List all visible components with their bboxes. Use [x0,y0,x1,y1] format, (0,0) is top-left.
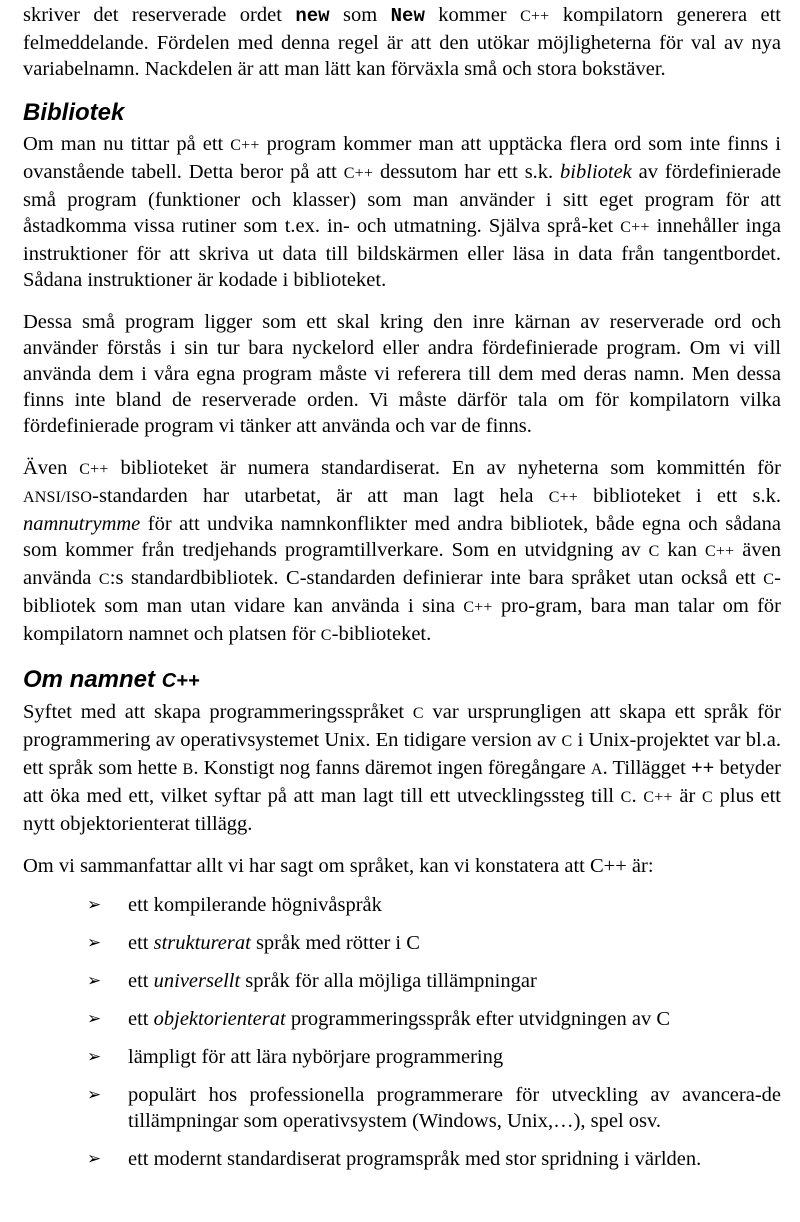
text: . Konstigt nog fanns däremot ingen föregångare [193,757,591,779]
list-item-text: ett [128,932,154,954]
cpp-term: C++ [548,489,579,506]
text: pro-gram, bara man talar om för kompilatorn namnet och platsen för [23,595,782,645]
text: -bibliotek som man utan vidare kan använda i sina [23,567,781,617]
intro-text: kompilatorn generera ett felmeddelande. Fördelen med denna regel är att den utökar möjligheterna för val av nya variabelnamn. Nackdelen är att man lätt kan förväxla små och stora bokstäver. [23,4,781,80]
text: Även [23,457,80,479]
cpp-term: C++ [620,219,650,236]
c-term: C [648,543,660,560]
bibliotek-paragraph-3 [23,455,781,649]
intro-text: skriver det reserverade ordet [23,4,296,26]
list-item [87,968,781,994]
intro-paragraph [23,2,781,82]
list-item [87,1006,781,1032]
text: . [631,785,644,807]
cpp-term: C++ [343,165,374,182]
bibliotek-paragraph-1 [23,131,781,293]
text: plus ett nytt objektorienterat tillägg. [23,785,781,835]
list-item-emphasis: objektorienterat [153,1008,286,1030]
intro-text: kommer [424,4,521,26]
arrow-bullet-icon: ➢ [87,933,102,953]
cpp-term: C++ [230,137,260,154]
list-item-emphasis: strukturerat [153,932,251,954]
text: Om man nu tittar på ett [23,133,231,155]
list-item-text: populärt hos professionella programmerare för utveckling av avancera-de tillämpningar som operativsystem (Windows, Unix,…), spel osv. [128,1084,781,1132]
arrow-bullet-icon: ➢ [87,1085,102,1105]
emphasis-bibliotek: bibliotek [560,161,632,183]
code-new-capital: New [390,5,425,27]
list-item [87,1146,781,1172]
list-item-text: språk för alla möjliga tillämpningar [240,970,537,992]
list-item-emphasis: universellt [153,970,241,992]
c-term: C [763,571,775,588]
list-item-text: ett kompilerande högnivåspråk [128,894,382,916]
text: biblioteket är numera standardiserat. En av nyheterna som kommittén för [108,457,781,479]
heading-om-namnet [23,665,781,696]
arrow-bullet-icon: ➢ [87,1047,102,1067]
text: i Unix-projektet var bl.a. ett språk som hette [23,729,781,779]
arrow-bullet-icon: ➢ [87,895,102,915]
intro-text: som [329,4,391,26]
c-term: C [561,733,573,750]
text: -standarden har utarbetat, är att man lagt hela [92,485,549,507]
text: -biblioteket. [331,623,432,645]
text: även använda [23,539,781,589]
c-term: C [320,627,332,644]
heading-cpp: C++ [161,670,200,692]
list-item [87,930,781,956]
cpp-term: C++ [79,461,109,478]
namnet-paragraph-2: Om vi sammanfattar allt vi har sagt om språket, kan vi konstatera att C++ är: [23,855,654,877]
text: :s standardbibliotek. C-standarden definierar inte bara språket utan också ett [109,567,764,589]
text: . Tillägget [602,757,691,779]
list-item-text: ett modernt standardiserat programspråk med stor spridning i världen. [128,1148,702,1170]
a-term: A [590,761,603,778]
text: program kommer man att upptäcka flera ord som inte finns i ovanstående tabell. Detta beror på att [23,133,782,183]
text: av fördefinierade små program (funktioner och klasser) som man använder i sitt eget program för att åstadkomma vissa rutiner som t.ex. in- och utmatning. Själva språ-ket [23,161,781,237]
text: dessutom har ett s.k. [373,161,561,183]
heading-text: Om namnet [23,666,162,693]
list-item-text: språk med rötter i C [250,932,420,954]
cpp-term: C++ [705,543,735,560]
text: är [672,785,703,807]
code-new-lower: new [295,5,330,27]
bibliotek-paragraph-2: Dessa små program ligger som ett skal kring den inre kärnan av reserverade ord och använder förstås i sin tur bara nyckelord eller andra fördefinierade program. Om vi vill använda dem i våra egna program måste vi referera till dem med deras namn. Men dessa finns inte bland de reserverade orden. Vi måste därför tala om för kompilatorn vilka fördefinierade program vi tänker att använda och var de finns. [23,311,781,437]
c-term: C [98,571,110,588]
cpp-features-list [23,892,781,1172]
arrow-bullet-icon: ➢ [87,971,102,991]
heading-bibliotek: Bibliotek [23,99,125,126]
text: kan [659,539,705,561]
namnet-paragraph-1 [23,699,781,837]
b-term: B [182,761,194,778]
list-item [87,1044,781,1070]
text: för att undvika namnkonflikter med andra bibliotek, både egna och sådana som kommer från tredjehands programtillverkare. Som en utvidgning av [23,513,781,561]
list-item [87,892,781,918]
plusplus-term: ++ [691,757,715,779]
c-term: C [620,789,632,806]
text: innehåller inga instruktioner för att skriva ut data till bildskärmen eller läsa in data från tangentbordet. Sådana instruktioner är kodade i biblioteket. [23,215,781,291]
arrow-bullet-icon: ➢ [87,1149,102,1169]
emphasis-namnutrymme: namnutrymme [23,513,141,535]
text: Syftet med att skapa programmeringsspråket [23,701,413,723]
cpp-term: C++ [643,789,673,806]
list-item-text: ett [128,970,154,992]
text: var ursprungligen att skapa ett språk för programmering av operativsystemet Unix. En tidigare version av [23,701,781,751]
arrow-bullet-icon: ➢ [87,1009,102,1029]
ansi-term: ANSI/ISO [23,489,93,506]
list-item-text: lämpligt för att lära nybörjare programmering [128,1046,504,1068]
list-item [87,1082,781,1134]
cpp-term: C++ [463,599,493,616]
list-item-text: programmeringsspråk efter utvidgningen av C [285,1008,670,1030]
c-term: C [702,789,713,806]
c-term: C [412,705,424,722]
text: biblioteket i ett s.k. [578,485,781,507]
text: betyder att öka med ett, vilket syftar på att man lagt till ett utvecklingssteg till [23,757,781,807]
cpp-term: C++ [520,8,550,25]
list-item-text: ett [128,1008,154,1030]
